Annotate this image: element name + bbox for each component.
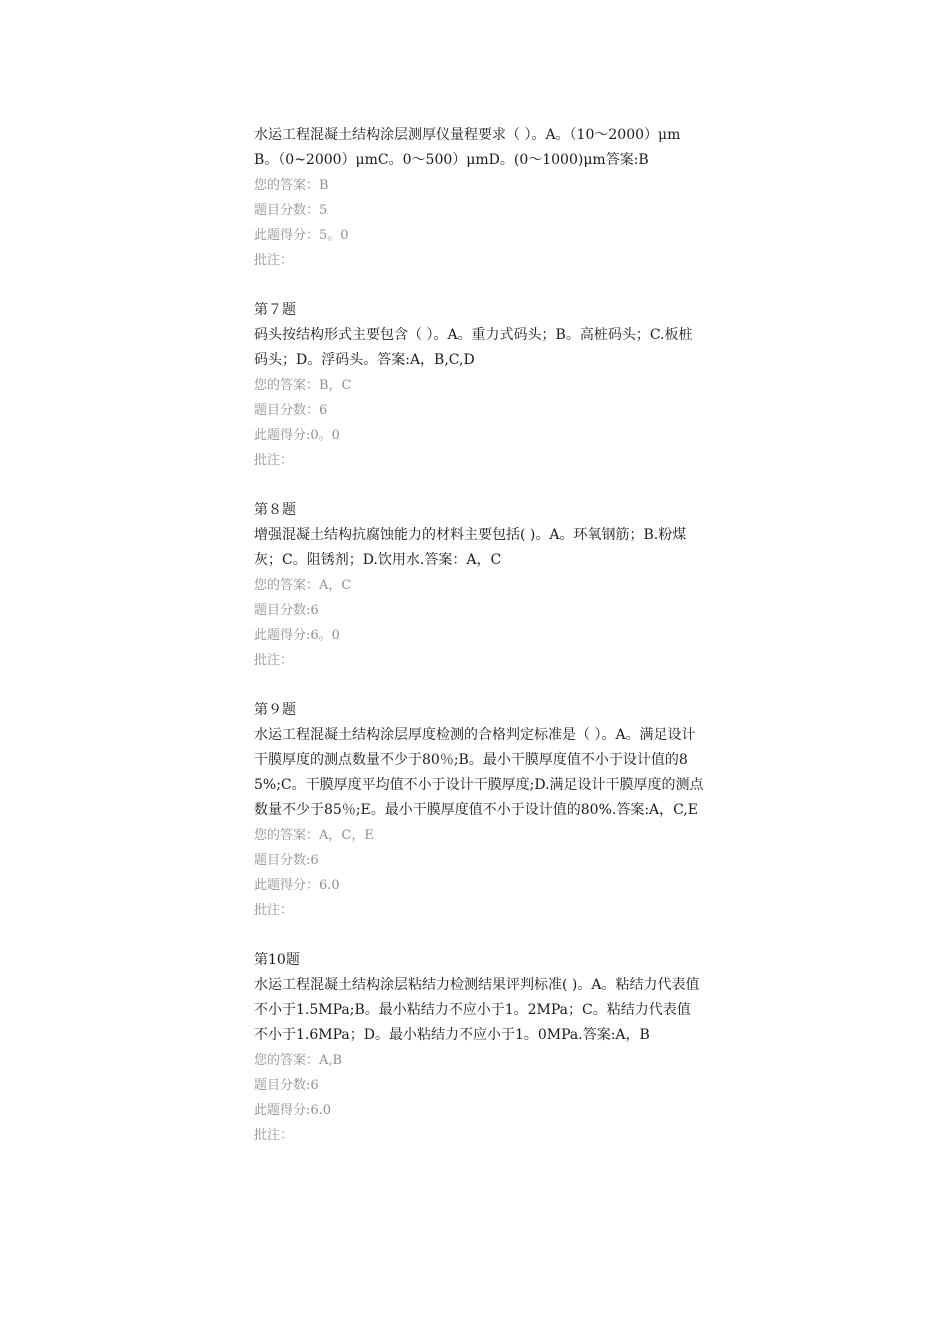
question-number: 第10题 (254, 952, 300, 968)
exam-review-page (254, 123, 704, 1173)
question-text: 水运工程混凝土结构涂层厚度检测的合格判定标准是（ ）。A。满足设计干膜厚度的测点数量不少于80％;B。最小干膜厚度值不小于设计值的85%;C。干膜厚度平均值不小于设计干膜厚度;D.满足设计干膜厚度的测点数量不少于85％;E。最小干膜厚度值不小于设计值的80%.答案:A，C,E (254, 727, 704, 818)
earned-score: 此题得分:6。0 (254, 628, 340, 643)
question-score: 题目分数：6 (254, 403, 328, 418)
question-score: 题目分数:6 (254, 1078, 319, 1093)
your-answer: 您的答案：A，C (254, 578, 352, 593)
earned-score: 此题得分:6.0 (254, 1103, 332, 1118)
question-text: 增强混凝土结构抗腐蚀能力的材料主要包括( )。A。环氧钢筋；B.粉煤灰；C。阻锈剂；D.饮用水.答案：A，C (254, 527, 687, 568)
question-block-6 (254, 123, 704, 273)
question-block-9 (254, 698, 704, 923)
question-block-10 (254, 948, 704, 1148)
question-text: 水运工程混凝土结构涂层测厚仪量程要求（ ）。A。（10～2000）μmB。（0~2000）μmC。0～500）μmD。(0～1000)μm答案:B (254, 127, 681, 168)
your-answer: 您的答案：B，C (254, 378, 352, 393)
comment-label: 批注： (254, 653, 294, 668)
comment-label: 批注： (254, 253, 294, 268)
question-block-8 (254, 498, 704, 673)
comment-label: 批注： (254, 1128, 294, 1143)
your-answer: 您的答案：A，C，E (254, 828, 374, 843)
comment-label: 批注： (254, 903, 294, 918)
question-score: 题目分数：5 (254, 203, 328, 218)
question-block-7 (254, 298, 704, 473)
question-number: 第７题 (254, 302, 296, 318)
question-score: 题目分数:6 (254, 853, 319, 868)
question-text: 水运工程混凝土结构涂层粘结力检测结果评判标准( )。A。粘结力代表值不小于1.5MPa;B。最小粘结力不应小于1。2MPa；C。粘结力代表值不小于1.6MPa；D。最小粘结力不应小于1。0MPa.答案:A，B (254, 977, 700, 1043)
earned-score: 此题得分：5。0 (254, 228, 349, 243)
question-text: 码头按结构形式主要包含（ ）。A。重力式码头；B。高桩码头；C.板桩码头；D。浮码头。答案:A，B,C,D (254, 327, 693, 368)
comment-label: 批注： (254, 453, 294, 468)
your-answer: 您的答案：B (254, 178, 329, 193)
your-answer: 您的答案：A,B (254, 1053, 343, 1068)
earned-score: 此题得分：6.0 (254, 878, 340, 893)
question-number: 第８题 (254, 502, 296, 518)
question-number: 第９题 (254, 702, 296, 718)
earned-score: 此题得分:0。0 (254, 428, 340, 443)
question-score: 题目分数:6 (254, 603, 319, 618)
